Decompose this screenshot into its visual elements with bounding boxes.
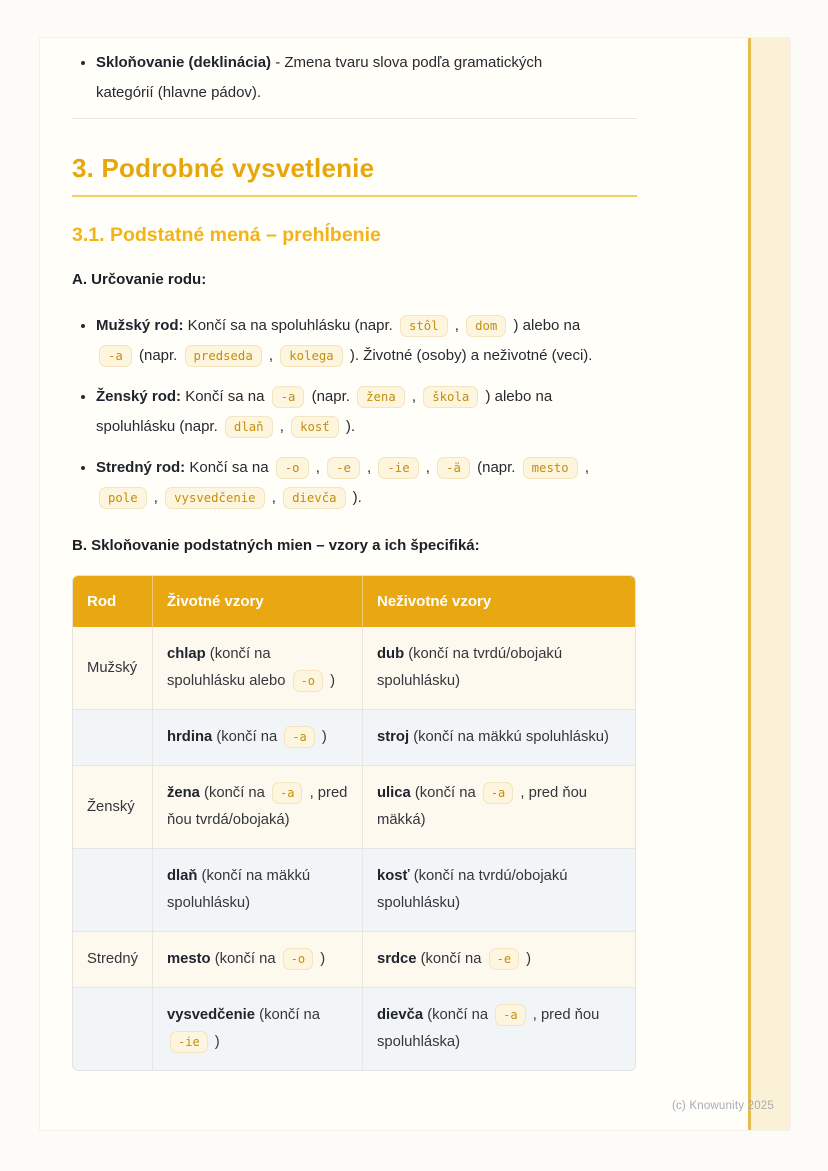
cell-rod: Mužský bbox=[73, 627, 153, 710]
right-highlight-band bbox=[748, 38, 790, 1130]
inline-code-chip: kolega bbox=[280, 345, 342, 367]
cell-nezivotne bbox=[363, 710, 636, 766]
text-segment: , bbox=[149, 489, 163, 506]
text-segment: žena bbox=[167, 785, 200, 801]
text-segment: , pred ňou tvrdá/obojaká) bbox=[167, 785, 348, 828]
list-item bbox=[96, 311, 610, 371]
subsection-heading: 3.1. Podstatné mená – prehĺbenie bbox=[72, 224, 381, 246]
text-segment: dievča bbox=[377, 1007, 424, 1023]
cell-nezivotne bbox=[363, 932, 636, 988]
copyright: (c) Knowunity 2025 bbox=[671, 1100, 774, 1112]
inline-code-chip: -a bbox=[495, 1004, 525, 1026]
cell-nezivotne bbox=[363, 766, 636, 849]
text-segment: ) bbox=[316, 951, 326, 967]
text-segment: ) bbox=[210, 1034, 220, 1050]
text-segment: dub bbox=[377, 646, 405, 662]
text-segment: (končí na tvrdú/obojakú spoluhlásku) bbox=[377, 868, 568, 911]
text-segment: , bbox=[362, 459, 376, 476]
text-segment: Ženský rod: bbox=[96, 388, 182, 405]
intro-bullet-list bbox=[72, 48, 637, 108]
text-segment: (končí na mäkkú spoluhlásku) bbox=[167, 868, 311, 911]
table-row bbox=[73, 932, 635, 988]
rich-text bbox=[96, 317, 592, 364]
inline-code-chip: dievča bbox=[283, 487, 345, 509]
text-segment: kosť bbox=[377, 868, 410, 884]
label-declension-patterns: B. Skloňovanie podstatných mien – vzory a ich špecifiká: bbox=[72, 537, 480, 554]
cell-nezivotne bbox=[363, 988, 636, 1071]
text-segment: Stredný rod: bbox=[96, 459, 186, 476]
inline-code-chip: -a bbox=[99, 345, 132, 367]
text-segment: dlaň bbox=[167, 868, 198, 884]
inline-code-chip: -e bbox=[327, 457, 360, 479]
text-segment: ) bbox=[522, 951, 532, 967]
text-segment: chlap bbox=[167, 646, 206, 662]
text-segment: (napr. bbox=[472, 459, 520, 476]
text-segment: Mužský rod: bbox=[96, 317, 184, 334]
inline-code-chip: -ie bbox=[170, 1031, 208, 1053]
inline-code-chip: -a bbox=[483, 782, 513, 804]
text-segment: srdce bbox=[377, 951, 417, 967]
inline-code-chip: pole bbox=[99, 487, 147, 509]
cell-nezivotne bbox=[363, 849, 636, 932]
inline-code-chip: -ä bbox=[437, 457, 470, 479]
text-segment: , bbox=[275, 418, 289, 435]
section-divider bbox=[72, 118, 637, 119]
cell-rod bbox=[73, 988, 153, 1071]
declension-table bbox=[73, 576, 635, 1070]
inline-code-chip: dlaň bbox=[225, 416, 273, 438]
cell-zivotne bbox=[153, 710, 363, 766]
column-header-rod: Rod bbox=[73, 576, 153, 627]
cell-zivotne bbox=[153, 627, 363, 710]
text-segment: ). bbox=[348, 489, 362, 506]
inline-code-chip: -a bbox=[272, 386, 305, 408]
inline-code-chip: kosť bbox=[291, 416, 339, 438]
column-header-zivotne: Životné vzory bbox=[153, 576, 363, 627]
text-segment: stroj bbox=[377, 729, 410, 745]
inline-code-chip: žena bbox=[357, 386, 405, 408]
inline-code-chip: -ie bbox=[378, 457, 418, 479]
text-segment: - Zmena tvaru slova podľa gramatických kategórií (hlavne pádov). bbox=[96, 54, 543, 101]
text-segment: (končí na bbox=[210, 951, 280, 967]
text-segment: (končí na bbox=[212, 729, 282, 745]
cell-zivotne bbox=[153, 932, 363, 988]
text-segment: (napr. bbox=[307, 388, 355, 405]
text-segment: ) alebo na bbox=[509, 317, 581, 334]
inline-code-chip: stôl bbox=[400, 315, 448, 337]
table-row bbox=[73, 988, 635, 1071]
text-segment: (končí na bbox=[199, 785, 269, 801]
list-item bbox=[96, 382, 610, 442]
list-item bbox=[96, 453, 610, 513]
inline-code-chip: -e bbox=[489, 948, 519, 970]
text-segment: (končí na bbox=[410, 785, 480, 801]
cell-zivotne bbox=[153, 988, 363, 1071]
text-segment: , bbox=[407, 388, 421, 405]
text-segment: , bbox=[267, 489, 281, 506]
text-segment: ). Životné (osoby) a neživotné (veci). bbox=[345, 347, 593, 364]
text-segment: Skloňovanie (deklinácia) bbox=[96, 54, 272, 71]
text-segment: , bbox=[450, 317, 464, 334]
inline-code-chip: dom bbox=[466, 315, 506, 337]
text-segment: , bbox=[421, 459, 435, 476]
text-segment: (napr. bbox=[134, 347, 182, 364]
gender-bullet-list bbox=[72, 311, 610, 513]
column-header-nezivotne: Neživotné vzory bbox=[363, 576, 636, 627]
rich-text bbox=[96, 54, 542, 101]
label-determining-gender: A. Určovanie rodu: bbox=[72, 271, 207, 288]
table-body bbox=[73, 627, 635, 1070]
text-segment: ) bbox=[317, 729, 327, 745]
list-item bbox=[96, 48, 601, 108]
text-segment: ) bbox=[326, 673, 336, 689]
table-header bbox=[73, 576, 635, 627]
cell-rod bbox=[73, 849, 153, 932]
inline-code-chip: -o bbox=[293, 670, 323, 692]
table-row bbox=[73, 766, 635, 849]
text-segment: ). bbox=[341, 418, 356, 435]
text-segment: Končí sa na spoluhlásku (napr. bbox=[183, 317, 397, 334]
text-segment: , bbox=[264, 347, 278, 364]
text-segment: vysvedčenie bbox=[167, 1007, 256, 1023]
text-segment: Končí sa na bbox=[181, 388, 269, 405]
table-row bbox=[73, 627, 635, 710]
text-segment: , bbox=[311, 459, 325, 476]
cell-rod bbox=[73, 710, 153, 766]
section-heading: 3. Podrobné vysvetlenie bbox=[72, 153, 637, 197]
inline-code-chip: škola bbox=[423, 386, 478, 408]
table-row bbox=[73, 710, 635, 766]
text-segment: hrdina bbox=[167, 729, 213, 745]
rich-text bbox=[96, 459, 589, 506]
inline-code-chip: mesto bbox=[523, 457, 578, 479]
cell-nezivotne bbox=[363, 627, 636, 710]
text-segment: , pred ňou spoluhláska) bbox=[377, 1007, 600, 1050]
cell-rod: Ženský bbox=[73, 766, 153, 849]
table-header-row bbox=[73, 576, 635, 627]
text-segment: , pred ňou mäkká) bbox=[377, 785, 588, 828]
inline-code-chip: -a bbox=[272, 782, 302, 804]
declension-table-wrapper bbox=[72, 575, 636, 1071]
cell-zivotne bbox=[153, 766, 363, 849]
text-segment: (končí na bbox=[416, 951, 486, 967]
text-segment: mesto bbox=[167, 951, 211, 967]
text-segment: (končí na spoluhlásku alebo bbox=[167, 646, 290, 689]
text-segment: (končí na bbox=[255, 1007, 321, 1023]
text-segment: (končí na mäkkú spoluhlásku) bbox=[409, 729, 609, 745]
cell-zivotne bbox=[153, 849, 363, 932]
rich-text bbox=[96, 388, 552, 435]
inline-code-chip: -o bbox=[283, 948, 313, 970]
inline-code-chip: vysvedčenie bbox=[165, 487, 264, 509]
inline-code-chip: -o bbox=[276, 457, 309, 479]
text-segment: ) alebo na spoluhlásku (napr. bbox=[96, 388, 553, 435]
text-segment: (končí na tvrdú/obojakú spoluhlásku) bbox=[377, 646, 563, 689]
table-row bbox=[73, 849, 635, 932]
text-segment: (končí na bbox=[423, 1007, 493, 1023]
document-page bbox=[40, 38, 790, 1130]
inline-code-chip: -a bbox=[284, 726, 314, 748]
cell-rod: Stredný bbox=[73, 932, 153, 988]
inline-code-chip: predseda bbox=[185, 345, 262, 367]
text-segment: ulica bbox=[377, 785, 411, 801]
text-segment: Končí sa na bbox=[185, 459, 273, 476]
page-content bbox=[72, 38, 637, 1071]
text-segment: , bbox=[580, 459, 590, 476]
